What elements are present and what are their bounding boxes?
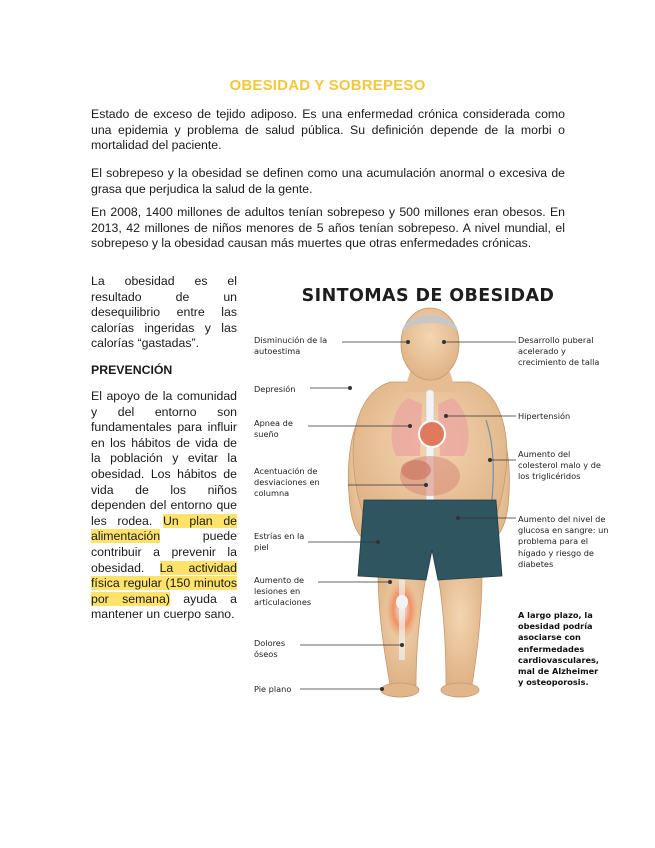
infographic-title: SINTOMAS DE OBESIDAD	[301, 286, 555, 306]
label-puberty-development: Desarrollo puberal acelerado y crecimiento de talla	[518, 335, 600, 368]
label-sleep-apnea: Apnea de sueño	[254, 418, 293, 440]
label-joint-injuries: Aumento de lesiones en articulaciones	[254, 575, 312, 608]
highlight-physical-activity: La actividad física regular (150 minutos por semana)	[91, 560, 237, 606]
prevention-text-start: El apoyo de la comunidad y del entorno son fundamentales para influir en los hábitos de vida de la población y evitar la obesidad. Los hábitos de vida de los niños dependen del entorno que les rodea.	[91, 389, 237, 528]
paragraph-overweight: El sobrepeso y la obesidad se definen como una acumulación anormal o excesiva de grasa que perjudica la salud de la gente.	[91, 166, 565, 196]
label-hypertension: Hipertensión	[518, 411, 571, 421]
obesity-symptoms-infographic	[250, 280, 609, 708]
prevention-text-end: ayuda a mantener un cuerpo sano.	[91, 591, 237, 622]
label-bone-pain: Dolores óseos	[254, 638, 286, 660]
label-flat-feet: Pie plano	[254, 684, 292, 694]
label-self-esteem: Disminución de la autoestima	[254, 335, 328, 357]
paragraph-calories: La obesidad es el resultado de un desequilibrio entre las calorías ingeridas y las calorías “gastadas”.	[91, 274, 237, 351]
paragraph-definition: Estado de exceso de tejido adiposo. Es una enfermedad crónica considerada como una epidemia y problema de salud pública. Su definición depende de la morbi o mortalidad del paciente.	[91, 107, 565, 153]
paragraph-statistics: En 2008, 1400 millones de adultos tenían sobrepeso y 500 millones eran obesos. En 2013, 42 millones de niños menores de 5 años tenían sobrepeso. A nivel mundial, el sobrepeso y la obesidad causan más muertes que otras enfermedades crónicas.	[91, 205, 565, 251]
highlight-meal-plan: Un plan de alimentación	[91, 513, 237, 544]
paragraph-prevention	[91, 389, 237, 623]
long-term-note: A largo plazo, la obesidad podría asociarse con enfermedades cardiovasculares, mal de Alzheimer y osteoporosis.	[518, 610, 600, 688]
prevention-text-mid: puede contribuir a prevenir la obesidad.	[91, 529, 237, 575]
label-glucose: Aumento del nivel de glucosa en sangre: un problema para el hígado y riesgo de diabetes	[518, 514, 609, 569]
label-depression: Depresión	[254, 384, 296, 394]
label-stretch-marks: Estrías en la piel	[254, 531, 305, 553]
label-cholesterol: Aumento del colesterol malo y de los triglicéridos	[518, 449, 601, 482]
page-title: OBESIDAD Y SOBREPESO	[229, 77, 426, 94]
label-spine-deviation: Acentuación de desviaciones en columna	[254, 466, 320, 499]
prevention-heading: PREVENCIÓN	[91, 363, 173, 377]
